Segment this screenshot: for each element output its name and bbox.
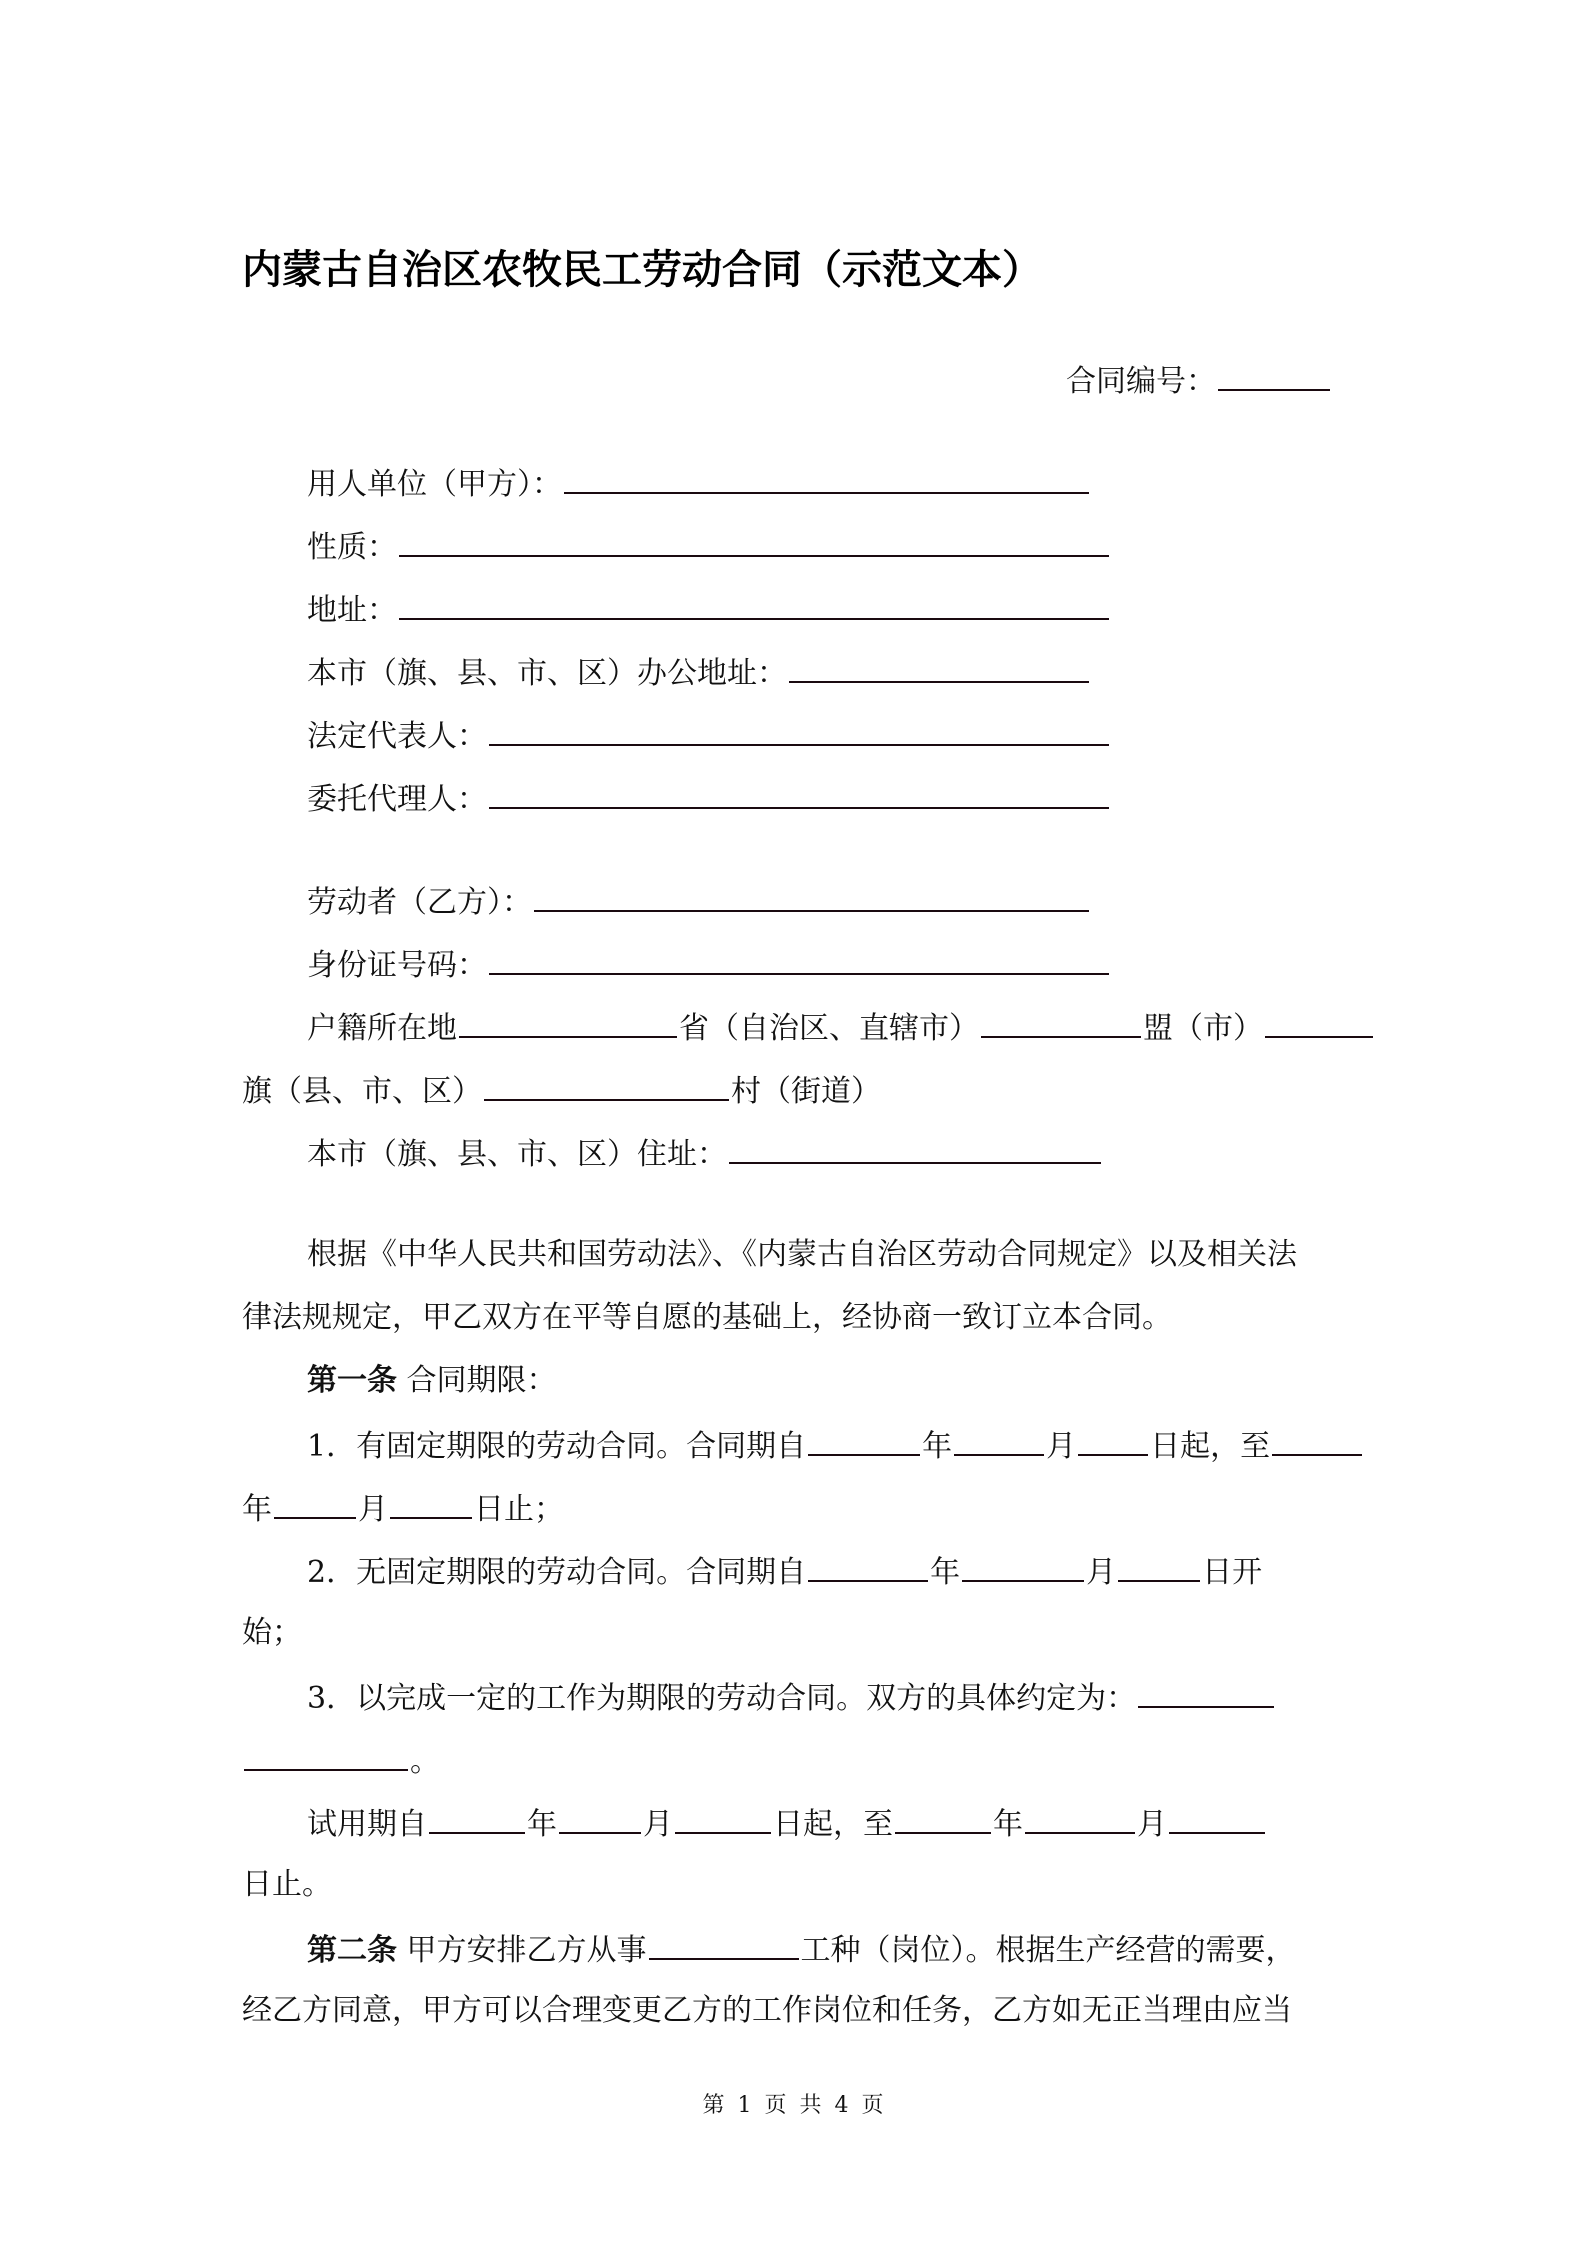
hukou-row-2 bbox=[242, 1069, 881, 1112]
agent-row bbox=[307, 777, 1111, 820]
article-1-item-3-cont bbox=[242, 1739, 440, 1782]
hukou-banner-blank[interactable] bbox=[1265, 1006, 1373, 1038]
hukou-league-label: 盟（市） bbox=[1143, 1011, 1263, 1046]
probation-end-month-blank[interactable] bbox=[1025, 1802, 1135, 1834]
item-2-text: 2．无固定期限的劳动合同。合同期自 bbox=[307, 1555, 807, 1590]
probation-from-label: 日起，至 bbox=[773, 1807, 893, 1842]
article-1-item-1 bbox=[307, 1424, 1364, 1467]
item-1-end-day-blank[interactable] bbox=[390, 1487, 472, 1519]
agent-blank[interactable] bbox=[489, 777, 1109, 809]
hukou-prefix: 户籍所在地 bbox=[307, 1011, 457, 1046]
item-3-blank[interactable] bbox=[1138, 1676, 1274, 1708]
address-blank[interactable] bbox=[399, 588, 1109, 620]
item-3-text: 3．以完成一定的工作为期限的劳动合同。双方的具体约定为： bbox=[307, 1681, 1137, 1716]
month-label: 月 bbox=[1086, 1555, 1117, 1590]
year-label: 年 bbox=[922, 1429, 953, 1464]
hukou-league-blank[interactable] bbox=[981, 1006, 1141, 1038]
article-1-heading-row bbox=[307, 1361, 557, 1401]
item-1-start-year-blank[interactable] bbox=[808, 1424, 920, 1456]
item-1-end-month-blank[interactable] bbox=[274, 1487, 356, 1519]
employer-blank[interactable] bbox=[564, 462, 1089, 494]
hukou-banner-label: 旗（县、市、区） bbox=[242, 1074, 482, 1109]
article-2-text-a: 甲方安排乙方从事 bbox=[406, 1933, 647, 1968]
year-label: 年 bbox=[930, 1555, 961, 1590]
id-row bbox=[307, 943, 1111, 986]
month-label: 月 bbox=[643, 1807, 673, 1842]
year-label: 年 bbox=[993, 1807, 1023, 1842]
month-label: 月 bbox=[1137, 1807, 1167, 1842]
article-1-item-2 bbox=[307, 1550, 1262, 1593]
probation-start-year-blank[interactable] bbox=[429, 1802, 525, 1834]
id-blank[interactable] bbox=[489, 943, 1109, 975]
year-label: 年 bbox=[527, 1807, 557, 1842]
item-1-start-month-blank[interactable] bbox=[954, 1424, 1044, 1456]
probation-start-day-blank[interactable] bbox=[675, 1802, 771, 1834]
residence-label: 本市（旗、县、市、区）住址： bbox=[307, 1137, 727, 1172]
nature-blank[interactable] bbox=[399, 525, 1109, 557]
legal-rep-row bbox=[307, 714, 1111, 757]
probation-label: 试用期自 bbox=[307, 1807, 427, 1842]
article-2-heading: 第二条 bbox=[307, 1933, 397, 1968]
worker-blank[interactable] bbox=[534, 880, 1089, 912]
page-footer: 第 1 页 共 4 页 bbox=[702, 2093, 884, 2118]
contract-number-label: 合同编号： bbox=[1066, 364, 1216, 399]
article-2-row bbox=[307, 1928, 1296, 1971]
item-1-end-year-blank[interactable] bbox=[1272, 1424, 1362, 1456]
hukou-village-blank[interactable] bbox=[484, 1069, 729, 1101]
job-type-blank[interactable] bbox=[649, 1928, 799, 1960]
article-2-text-c: 经乙方同意，甲方可以合理变更乙方的工作岗位和任务，乙方如无正当理由应当 bbox=[242, 1993, 1292, 2028]
document-title: 内蒙古自治区农牧民工劳动合同（示范文本） bbox=[242, 247, 1042, 293]
contract-number-row bbox=[1066, 356, 1332, 400]
office-address-label: 本市（旗、县、市、区）办公地址： bbox=[307, 656, 787, 691]
item-2-year-blank[interactable] bbox=[808, 1550, 928, 1582]
probation-end-day-blank[interactable] bbox=[1169, 1802, 1265, 1834]
day-from-label: 日起，至 bbox=[1150, 1429, 1271, 1464]
article-1-item-1-cont bbox=[242, 1487, 564, 1530]
article-2-text-b: 工种（岗位）。根据生产经营的需要， bbox=[800, 1933, 1296, 1968]
nature-label: 性质： bbox=[307, 530, 397, 565]
agent-label: 委托代理人： bbox=[307, 782, 487, 817]
period-label: 。 bbox=[410, 1744, 440, 1779]
contract-number-blank[interactable] bbox=[1218, 359, 1330, 391]
day-start-label: 日开 bbox=[1202, 1555, 1263, 1590]
item-3-blank-cont[interactable] bbox=[244, 1739, 408, 1771]
article-1-title: 合同期限： bbox=[406, 1363, 557, 1398]
article-1-item-3 bbox=[307, 1676, 1276, 1719]
residence-blank[interactable] bbox=[729, 1132, 1101, 1164]
nature-row bbox=[307, 525, 1111, 568]
probation-end-year-blank[interactable] bbox=[895, 1802, 991, 1834]
office-address-row bbox=[307, 651, 1091, 694]
item-2-day-blank[interactable] bbox=[1118, 1550, 1200, 1582]
month-label: 月 bbox=[358, 1492, 388, 1527]
year-label: 年 bbox=[242, 1492, 272, 1527]
id-label: 身份证号码： bbox=[307, 948, 487, 983]
day-until-label: 日止； bbox=[474, 1492, 564, 1527]
legal-rep-label: 法定代表人： bbox=[307, 719, 487, 754]
legal-rep-blank[interactable] bbox=[489, 714, 1109, 746]
hukou-row bbox=[307, 1006, 1375, 1049]
item-1-text: 1．有固定期限的劳动合同。合同期自 bbox=[307, 1429, 807, 1464]
office-address-blank[interactable] bbox=[789, 651, 1089, 683]
hukou-province-blank[interactable] bbox=[459, 1006, 677, 1038]
probation-start-month-blank[interactable] bbox=[559, 1802, 641, 1834]
hukou-village-label: 村（街道） bbox=[731, 1074, 881, 1109]
item-2-month-blank[interactable] bbox=[962, 1550, 1084, 1582]
probation-row bbox=[307, 1802, 1267, 1845]
hukou-province-label: 省（自治区、直辖市） bbox=[679, 1011, 979, 1046]
month-label: 月 bbox=[1046, 1429, 1077, 1464]
residence-row bbox=[307, 1132, 1103, 1175]
preamble-line-2: 律法规规定，甲乙双方在平等自愿的基础上，经协商一致订立本合同。 bbox=[242, 1300, 1172, 1335]
item-1-start-day-blank[interactable] bbox=[1078, 1424, 1148, 1456]
worker-row bbox=[307, 880, 1091, 923]
article-1-item-2-cont: 始； bbox=[242, 1615, 302, 1650]
probation-row-cont: 日止。 bbox=[242, 1867, 332, 1902]
address-label: 地址： bbox=[307, 593, 397, 628]
preamble-line-1: 根据《中华人民共和国劳动法》、《内蒙古自治区劳动合同规定》以及相关法 bbox=[307, 1237, 1297, 1272]
employer-label: 用人单位（甲方）： bbox=[307, 467, 562, 502]
worker-label: 劳动者（乙方）： bbox=[307, 885, 532, 920]
address-row bbox=[307, 588, 1111, 631]
employer-row bbox=[307, 462, 1091, 505]
article-1-heading: 第一条 bbox=[307, 1363, 397, 1398]
